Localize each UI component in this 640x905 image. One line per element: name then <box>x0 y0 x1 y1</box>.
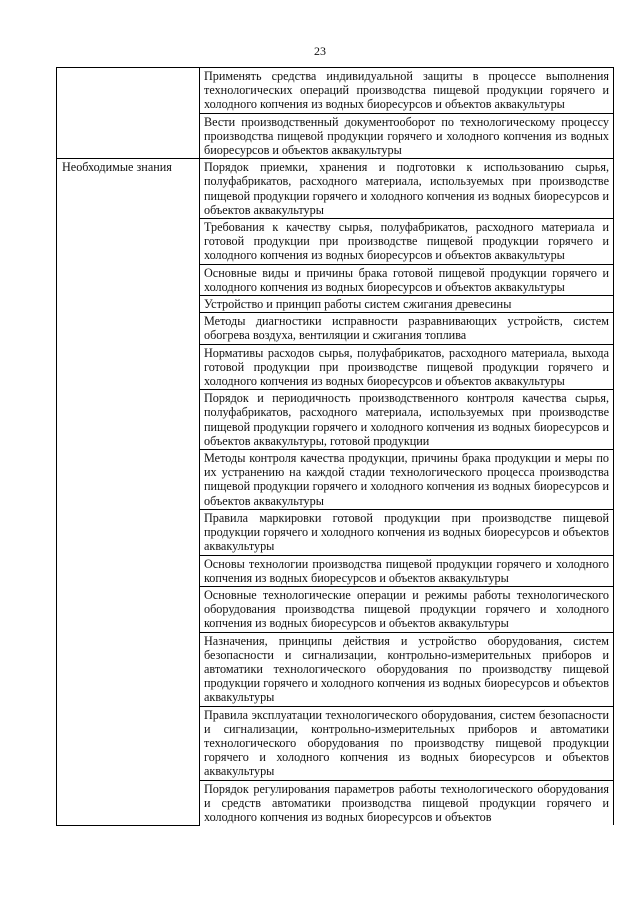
table-text-cell: Требования к качеству сырья, полуфабрикатов, расходного материала и готовой продукции при производстве пищевой продукции горячего и холодного копчения из водных биоресурсов и объектов аквакультуры <box>200 219 614 265</box>
table-text-cell: Методы контроля качества продукции, причины брака продукции и меры по их устранению на каждой стадии технологического процесса производства пищевой продукции горячего и холодного копчения из водных биоресурсов и объектов аквакультуры <box>200 450 614 510</box>
table-text-cell: Применять средства индивидуальной защиты в процессе выполнения технологических операций производства пищевой продукции горячего и холодного копчения из водных биоресурсов и объектов аквакультуры <box>200 68 614 114</box>
table-text-cell: Правила эксплуатации технологического оборудования, систем безопасности и сигнализации, контрольно-измерительных приборов и автоматики технологического оборудования по производству пищевой продукции горячего и холодного копчения из водных биоресурсов и объектов аквакультуры <box>200 706 614 780</box>
table-text-cell: Основы технологии производства пищевой продукции горячего и холодного копчения из водных биоресурсов и объектов аквакультуры <box>200 555 614 586</box>
table-text-cell: Порядок и периодичность производственного контроля качества сырья, полуфабрикатов, расходного материала, используемых при производстве пищевой продукции горячего и холодного копчения из водных биоресурсов и объектов аквакультуры, готовой продукции <box>200 390 614 450</box>
table-text-cell: Порядок регулирования параметров работы технологического оборудования и средств автоматики производства пищевой продукции горячего и холодного копчения из водных биоресурсов и объектов <box>200 780 614 825</box>
knowledge-label-cell: Необходимые знания <box>57 159 200 825</box>
table-row <box>57 159 614 219</box>
table-text-cell: Назначения, принципы действия и устройство оборудования, систем безопасности и сигнализации, контрольно-измерительных приборов и автоматики технологического оборудования по производству пищевой продукции горячего и холодного копчения из водных биоресурсов и объектов аквакультуры <box>200 632 614 706</box>
table-row <box>57 68 614 114</box>
requirements-table <box>56 67 614 826</box>
table-text-cell: Нормативы расходов сырья, полуфабрикатов, расходного материала, выхода готовой продукции при производстве пищевой продукции горячего и холодного копчения из водных биоресурсов и объектов аквакультуры <box>200 344 614 390</box>
page-number: 23 <box>314 44 326 58</box>
table-text-cell: Правила маркировки готовой продукции при производстве пищевой продукции горячего и холодного копчения из водных биоресурсов и объектов аквакультуры <box>200 509 614 555</box>
table-text-cell: Основные виды и причины брака готовой пищевой продукции горячего и холодного копчения из водных биоресурсов и объектов аквакультуры <box>200 264 614 295</box>
table-label-cell <box>57 68 200 159</box>
table-text-cell: Основные технологические операции и режимы работы технологического оборудования производства пищевой продукции горячего и холодного копчения из водных биоресурсов и объектов аквакультуры <box>200 586 614 632</box>
table-text-cell: Методы диагностики исправности разравнивающих устройств, систем обогрева воздуха, вентиляции и сжигания топлива <box>200 313 614 344</box>
table-text-cell: Устройство и принцип работы систем сжигания древесины <box>200 296 614 313</box>
table-text-cell: Порядок приемки, хранения и подготовки к использованию сырья, полуфабрикатов, расходного материала, используемых при производстве пищевой продукции горячего и холодного копчения из водных биоресурсов и объектов аквакультуры <box>200 159 614 219</box>
table-text-cell: Вести производственный документооборот по технологическому процессу производства пищевой продукции горячего и холодного копчения из водных биоресурсов и объектов аквакультуры <box>200 113 614 159</box>
